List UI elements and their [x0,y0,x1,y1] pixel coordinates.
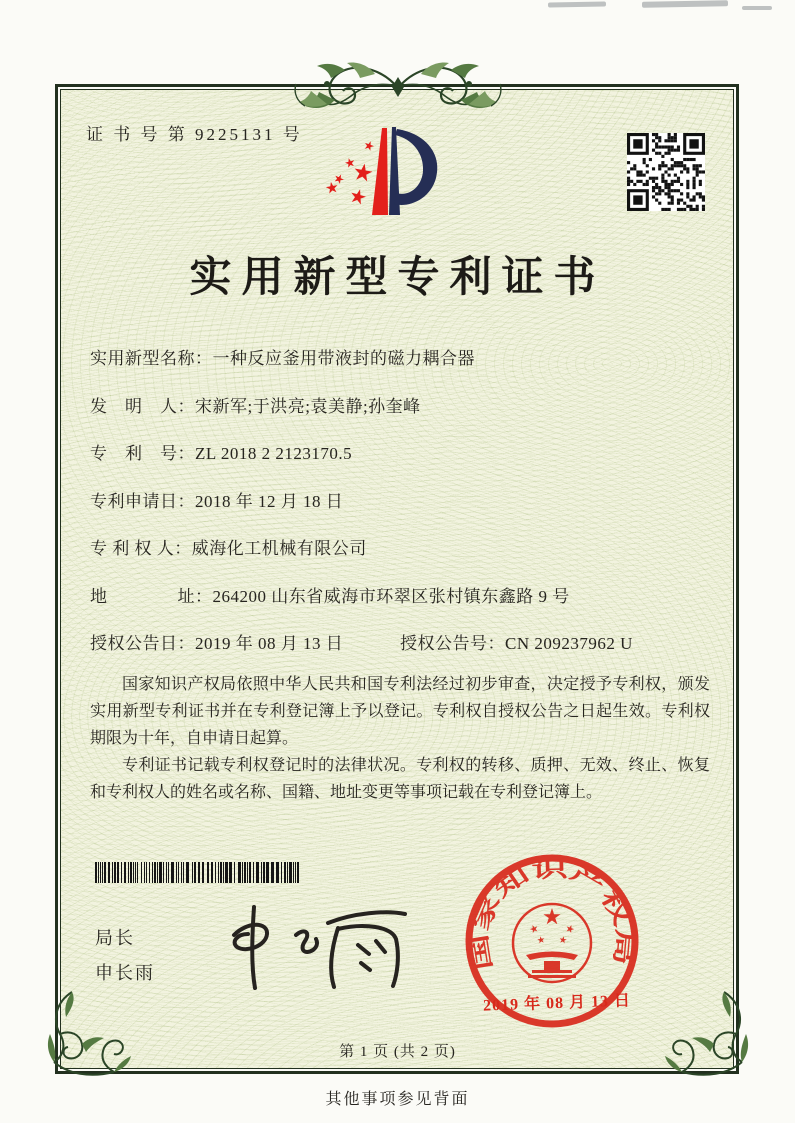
legal-paragraph-1: 国家知识产权局依照中华人民共和国专利法经过初步审查，决定授予专利权，颁发实用新型专利证书并在专利登记簿上予以登记。专利权自授权公告之日起生效。专利权期限为十年，自申请日起算。 [90,676,710,747]
field-value: 2018 年 12 月 18 日 [195,492,344,511]
field-value: ZL 2018 2 2123170.5 [195,444,353,463]
barcode [95,862,301,883]
seal-text: 国家知识产权局 [467,856,638,972]
field-row-address [90,582,715,607]
field-label: 授权公告日： [90,634,195,653]
field-row-filing-date [90,487,715,512]
scan-artifact [742,6,772,10]
scan-artifact [642,0,728,7]
top-flourish-ornament [283,56,513,116]
commissioner-block [95,921,155,991]
field-label: 授权公告号： [400,634,505,653]
commissioner-title: 局长 [95,928,135,948]
field-value: 一种反应釜用带液封的磁力耦合器 [212,349,475,368]
field-value: CN 209237962 U [505,634,633,653]
field-row-patent-number [90,439,715,464]
page-indicator: 第 1 页 (共 2 页) [339,1044,456,1060]
scan-artifact [548,1,606,7]
commissioner-name: 申长雨 [95,963,155,983]
field-row-inventors [90,392,715,417]
field-value: 264200 山东省威海市环翠区张村镇东鑫路 9 号 [212,587,570,606]
field-row-name [90,344,715,369]
qr-code [627,133,705,211]
back-note: 其他事项参见背面 [325,1091,470,1108]
field-row-grant-date [90,629,715,654]
field-value: 宋新军;于洪亮;袁美静;孙奎峰 [195,397,421,416]
field-label: 实用新型名称： [90,349,213,368]
legal-paragraph-2: 专利证书记载专利权登记时的法律状况。专利权的转移、质押、无效、终止、恢复和专利权人的姓名或名称、国籍、地址变更等事项记载在专利登记簿上。 [90,757,710,801]
certificate-title: 实用新型专利证书 [189,255,606,301]
field-label: 发 明 人： [90,397,195,416]
field-label: 专利申请日： [90,492,195,511]
cnipa-logo-icon [316,124,486,239]
corner-ornament-left [42,990,132,1085]
field-label: 专 利 权 人： [90,539,192,558]
legal-text [90,671,710,806]
field-value: 威海化工机械有限公司 [191,539,367,558]
certificate-number: 证 书 号 第 9225131 号 [86,125,303,144]
field-row-patentee [90,534,715,559]
field-grant-number [400,629,633,654]
signature [198,895,428,1000]
seal-date: 2019 年 08 月 13 日 [482,992,632,1015]
field-label: 地 址： [90,587,213,606]
field-value: 2019 年 08 月 13 日 [195,634,344,653]
corner-ornament-right [664,990,754,1085]
field-label: 专 利 号： [90,444,195,463]
